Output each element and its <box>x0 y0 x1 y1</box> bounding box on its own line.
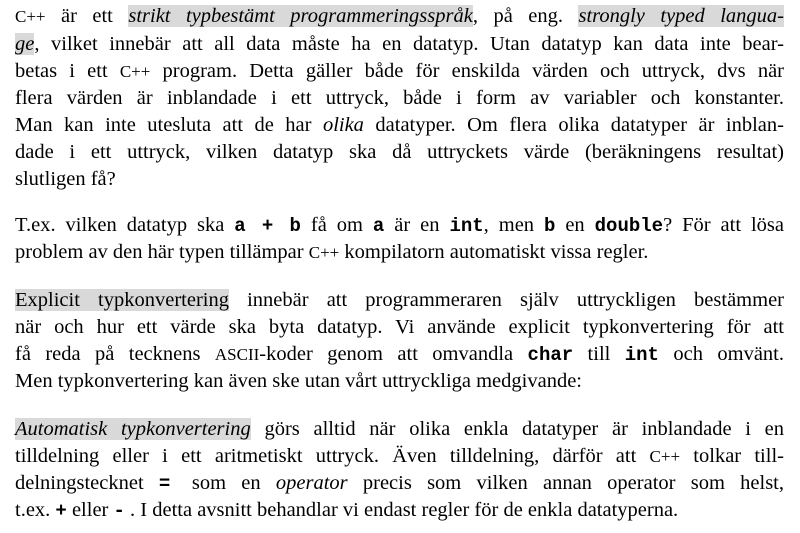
p1-line-2 <box>15 31 784 58</box>
text: och omvänt. <box>658 343 784 365</box>
highlight-strongly-typed-cont: ge <box>15 33 35 55</box>
text: som en <box>191 472 276 494</box>
text: delningstecknet <box>15 472 159 494</box>
highlight-strongly-typed: strongly typed langua- <box>578 5 785 27</box>
code-double: double <box>594 215 664 237</box>
text: är en <box>384 214 450 236</box>
text: betas i ett <box>15 60 120 82</box>
text: , på eng. <box>472 5 579 27</box>
text: få om <box>300 214 373 236</box>
p1-line-1 <box>15 3 784 30</box>
p1-line-5 <box>15 112 784 139</box>
text: , men <box>483 214 544 236</box>
text: till <box>573 343 625 365</box>
cpp-term: C++ <box>119 62 151 81</box>
text: tolkar till- <box>680 445 784 467</box>
p1-line-3 <box>15 58 784 85</box>
emphasis-olika: olika <box>322 114 364 136</box>
highlight-explicit-typkonvertering: Explicit typkonvertering <box>15 289 229 311</box>
text: datatyper. Om flera olika datatyper är inblan- <box>363 114 784 136</box>
text: är ett <box>45 5 129 27</box>
text: ? För att lösa <box>663 214 784 236</box>
code-b: b <box>543 215 556 237</box>
text: görs alltid när olika enkla datatyper är inblandade i en <box>250 418 785 440</box>
cpp-term: C++ <box>649 447 681 466</box>
text: en <box>555 214 595 236</box>
text: T.ex. vilken datatyp ska <box>15 214 235 236</box>
text: problem av den här typen tillämpar <box>15 241 309 263</box>
ascii-term: ASCII <box>214 345 260 364</box>
code-char: char <box>527 344 574 366</box>
code-a: a <box>372 215 385 237</box>
p1-line-7: slutligen få? <box>15 168 116 190</box>
p2-line-2 <box>15 239 784 266</box>
p3-line-2: när och hur ett värde ska byta datatyp. Vi använde explicit typkonvertering för att <box>15 316 784 338</box>
text: program. Detta gäller både för enskilda värden och uttryck, dvs när <box>150 60 784 82</box>
code-plus-operator: + <box>55 500 67 522</box>
text: t.ex. <box>15 499 56 521</box>
code-assign-operator: = <box>158 473 192 495</box>
p1-line-6: dade i ett uttryck, vilken datatyp ska då uttryckets värde (beräkningens resultat) <box>15 141 784 163</box>
code-int: int <box>449 215 484 237</box>
text: Man kan inte utesluta att de har <box>15 114 323 136</box>
code-int: int <box>624 344 659 366</box>
p4-line-3 <box>15 470 784 497</box>
p4-line-4 <box>15 497 784 524</box>
emphasis-operator: operator <box>275 472 348 494</box>
p3-line-4: Men typkonvertering kan även ske utan vårt uttryckliga medgivande: <box>15 370 582 392</box>
cpp-term: C++ <box>15 7 46 26</box>
p4-line-1 <box>15 416 784 443</box>
text: tilldelning eller i ett aritmetiskt uttryck. Även tilldelning, därför att <box>15 445 650 467</box>
text: få reda på tecknens <box>15 343 215 365</box>
text: -koder genom att omvandla <box>259 343 528 365</box>
text: eller <box>66 499 114 521</box>
text: , vilket innebär att all data måste ha en datatyp. Utan datatyp kan data inte bear- <box>34 33 784 55</box>
code-a-plus-b: a + b <box>234 215 301 237</box>
text: . I detta avsnitt behandlar vi endast regler för de enkla datatyperna. <box>124 499 679 521</box>
p4-line-2 <box>15 443 784 470</box>
p2-line-1 <box>15 212 784 239</box>
text: kompilatorn automatiskt vissa regler. <box>339 241 649 263</box>
code-minus-operator: - <box>113 500 125 522</box>
text: precis som vilken annan operator som helst, <box>347 472 784 494</box>
highlight-automatisk-typkonvertering: Automatisk typkonvertering <box>15 418 251 440</box>
cpp-term: C++ <box>308 243 340 262</box>
text: innebär att programmeraren själv uttryckligen bestämmer <box>228 289 784 311</box>
p1-line-4: flera värden är inblandade i ett uttryck, både i form av variabler och konstanter. <box>15 87 784 109</box>
highlight-strikt-typbestamt: strikt typbestämt programmeringsspråk <box>128 5 473 27</box>
p3-line-1 <box>15 287 784 314</box>
p3-line-3 <box>15 341 784 368</box>
